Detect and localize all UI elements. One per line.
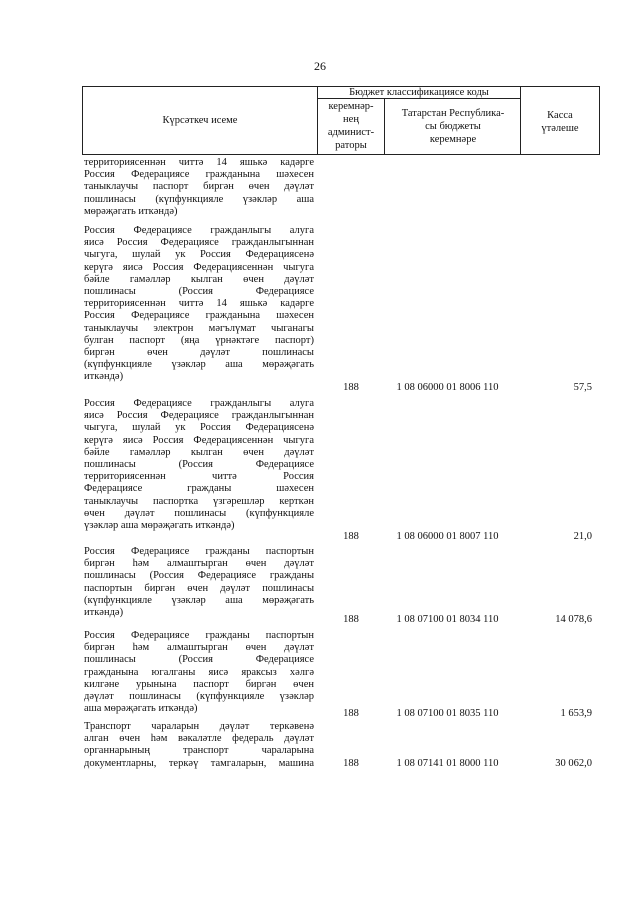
- row-admin-code: 188: [343, 614, 359, 625]
- row-description: Россия Федерациясе гражданлыгы алуга яисә Россия Федерациясе гражданлыгыннан чыгуга, шулай ук Россия Федерациясенә керүгә яисә Россия Федерациясеннән чыгуга бәйле гамәлләр кылган өчен дәүләт пошлинасы (Россия Федерациясе территориясеннән читтә 14 яшькә кадәрге Россия Федерациясе гражданына шәхесен таныклаучы электрон мәгълүмат чыганагы булган паспорт (яңа үрнәктәге паспорт) биргән өчен дәүләт пошлинасы (күпфункцияле үзәкләр аша мөрәҗәгать иткәндә): [84, 225, 314, 383]
- row-admin-code: 188: [343, 758, 359, 769]
- table-header-divider: [82, 154, 600, 155]
- row-description: Россия Федерациясе гражданы паспортын биргән һәм алмаштырган өчен дәүләт пошлинасы (Россия Федерациясе гражданына югалганы яисә яраксыз хәлгә килгәне урынына паспорт биргән өчен дәүләт пошлинасы (күпфункцияле үзәкләр аша мөрәҗәгать иткәндә): [84, 630, 314, 715]
- row-budget-code: 1 08 06000 01 8006 110: [396, 382, 499, 393]
- header-indicator-name: Күрсәткеч исеме: [162, 115, 238, 126]
- row-amount: 30 062,0: [555, 758, 592, 769]
- header-republic-income: Татарстан Республика- сы бюджеты керемнәре: [401, 108, 505, 145]
- table-border-right: [599, 86, 600, 155]
- row-description: Транспорт чараларын дәүләт теркәвенә алган өчен һәм вәкаләтле федераль дәүләт органнарының транспорт чараларына документларны, теркәү тамгаларын, машина: [84, 721, 314, 769]
- row-description: территориясеннән читтә 14 яшькә кадәрге Россия Федерациясе гражданына шәхесен таныклаучы паспорт биргән өчен дәүләт пошлинасы (күпфункцияле үзәкләр аша мөрәҗәгать иткәндә): [84, 157, 314, 217]
- row-description: Россия Федерациясе гражданы паспортын биргән һәм алмаштырган өчен дәүләт пошлинасы (Россия Федерациясе гражданы паспортын биргән өчен дәүләт пошлинасы (күпфункцияле үзәкләр аша мөрәҗәгать иткәндә): [84, 546, 314, 619]
- row-amount: 14 078,6: [555, 614, 592, 625]
- row-admin-code: 188: [343, 531, 359, 542]
- row-amount: 1 653,9: [560, 708, 592, 719]
- row-amount: 57,5: [573, 382, 592, 393]
- row-admin-code: 188: [343, 382, 359, 393]
- page-number: 26: [314, 59, 326, 73]
- row-amount: 21,0: [573, 531, 592, 542]
- header-cash-execution: Касса үтәлеше: [541, 110, 579, 134]
- row-budget-code: 1 08 07100 01 8034 110: [396, 614, 499, 625]
- header-budget-codes: Бюджет классификациясе коды: [349, 87, 489, 98]
- row-budget-code: 1 08 06000 01 8007 110: [396, 531, 499, 542]
- row-description: Россия Федерациясе гражданлыгы алуга яисә Россия Федерациясе гражданлыгыннан чыгуга, шулай ук Россия Федерациясенә керүгә яисә Россия Федерациясеннән чыгуга бәйле гамәлләр кылган өчен дәүләт пошлинасы (Россия Федерациясе территориясеннән читтә Россия Федерациясе гражданы шәхесен таныклаучы паспортка үзгәрешләр керткән өчен дәүләт пошлинасы (күпфункцияле үзәкләр аша мөрәҗәгать иткәндә): [84, 398, 314, 532]
- row-budget-code: 1 08 07141 01 8000 110: [396, 758, 499, 769]
- table-border-left: [82, 86, 83, 155]
- row-admin-code: 188: [343, 708, 359, 719]
- row-budget-code: 1 08 07100 01 8035 110: [396, 708, 499, 719]
- column-divider-admin: [384, 98, 385, 155]
- header-administrators: керемнәр- нең админист- раторы: [327, 101, 375, 151]
